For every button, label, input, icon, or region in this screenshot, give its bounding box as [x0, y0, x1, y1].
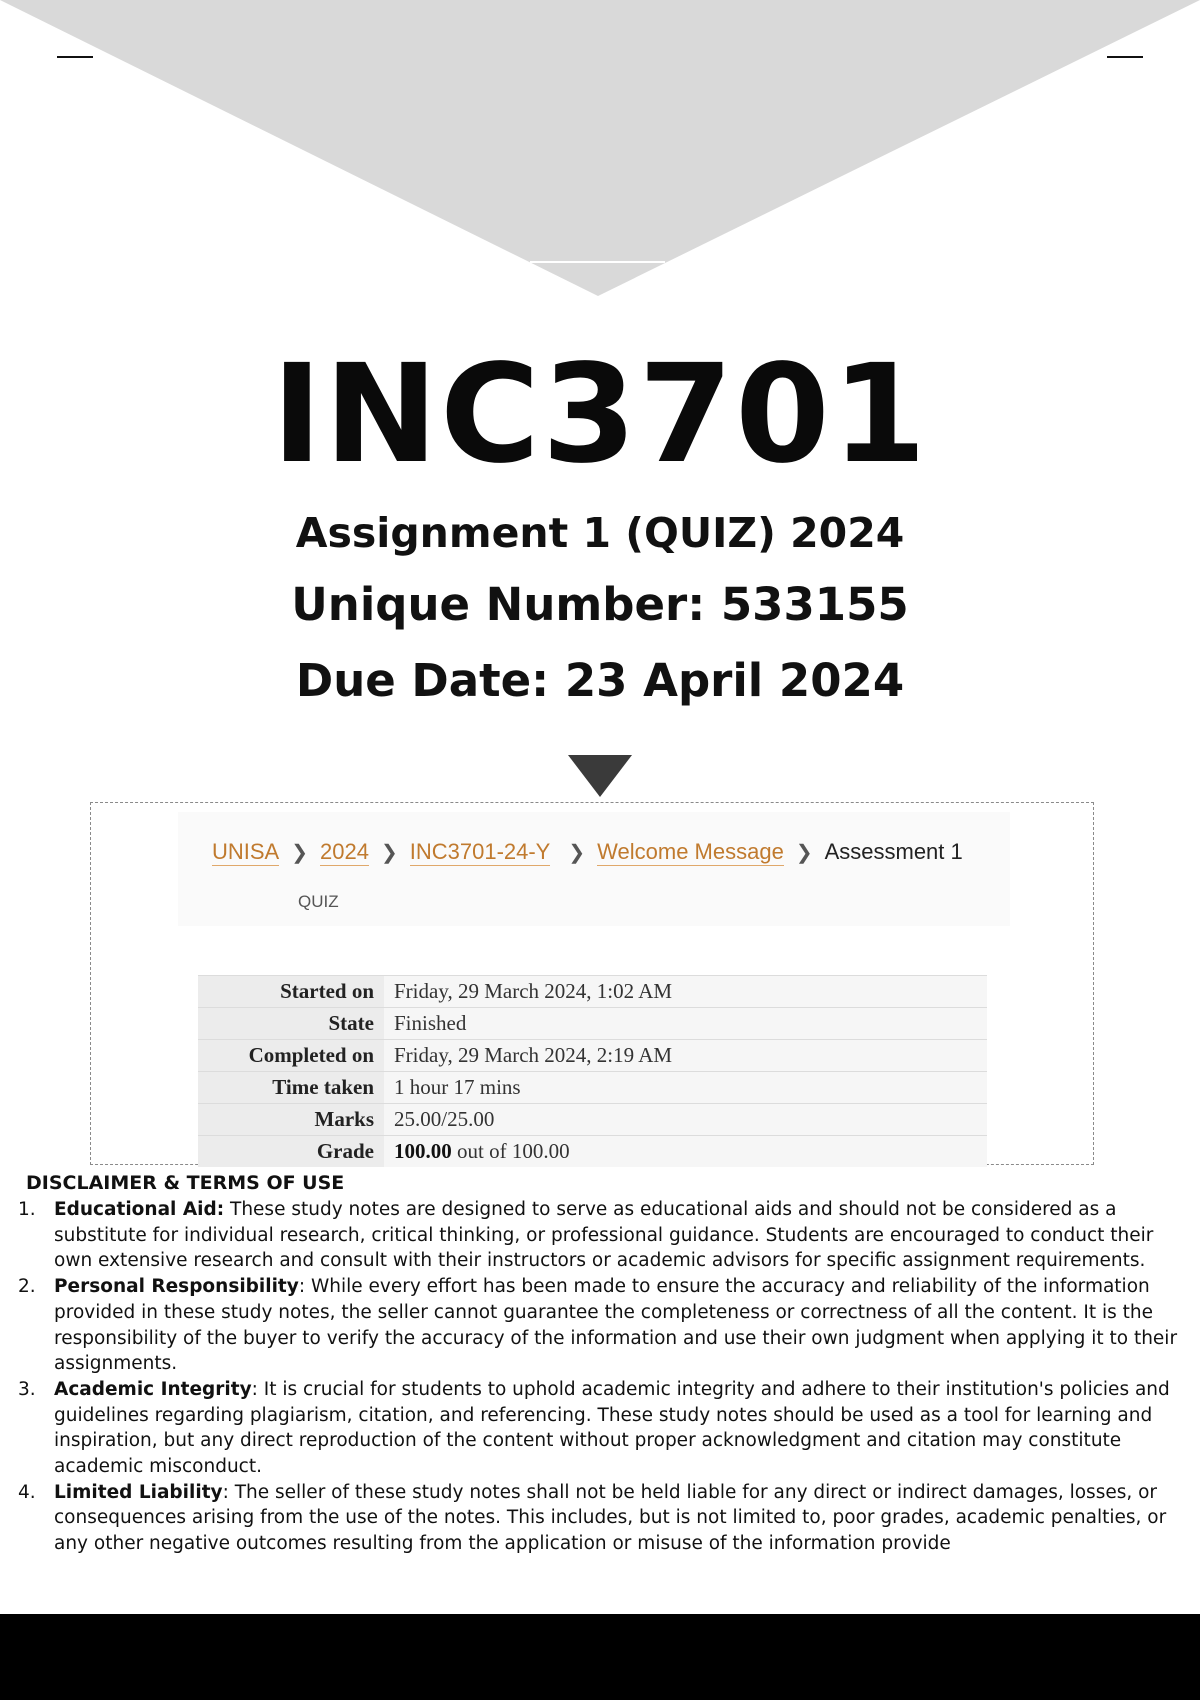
list-item — [16, 1274, 1186, 1377]
breadcrumb — [212, 836, 963, 868]
quiz-summary-table — [198, 975, 987, 1167]
due-date: Due Date: 23 April 2024 — [295, 654, 905, 707]
list-item — [16, 1197, 1186, 1274]
row-value: 1 hour 17 mins — [384, 1072, 987, 1104]
term-text: : The seller of these study notes shall not be held liable for any direct or indirect damages, losses, or consequences arising from the use of the notes. This includes, but is not limited to, poor grades, academic penalties, or any other negative outcomes resulting from the application or misuse of the information provide — [54, 1481, 1167, 1555]
list-item — [16, 1480, 1186, 1557]
chevron-right-icon: ❯ — [380, 841, 398, 864]
term-title: Personal Responsibility — [54, 1276, 299, 1298]
chevron-right-icon: ❯ — [291, 841, 309, 864]
grade-suffix: out of 100.00 — [457, 1139, 570, 1163]
term-text: These study notes are designed to serve as educational aids and should not be considered as a substitute for individual research, critical thinking, or professional guidance. Students are encouraged to conduct their own extensive research and consult with their instructors or academic advisors for specific assignment requirements. — [54, 1199, 1154, 1272]
chevron-right-icon: ❯ — [795, 841, 813, 864]
term-title: Academic Integrity — [54, 1378, 252, 1400]
assignment-title: Assignment 1 (QUIZ) 2024 — [295, 509, 905, 557]
table-row — [198, 1136, 987, 1168]
row-label: Started on — [198, 976, 384, 1008]
term-number: 4. — [18, 1481, 36, 1503]
row-label: State — [198, 1008, 384, 1040]
disclaimer-title: DISCLAIMER & TERMS OF USE — [26, 1172, 345, 1194]
table-row — [198, 1072, 987, 1104]
table-row — [198, 1104, 987, 1136]
row-value: Finished — [384, 1008, 987, 1040]
quiz-label: QUIZ — [298, 892, 339, 911]
breadcrumb-current: Assessment 1 — [824, 839, 963, 864]
breadcrumb-link-course[interactable]: INC3701-24-Y — [409, 838, 551, 864]
chevron-right-icon: ❯ — [568, 841, 586, 864]
table-row — [198, 976, 987, 1008]
corner-rule-right — [1107, 56, 1143, 58]
unique-number: Unique Number: 533155 — [291, 578, 909, 631]
term-title: Educational Aid: — [54, 1199, 225, 1220]
list-item — [16, 1377, 1186, 1480]
footer-bar — [0, 1614, 1200, 1700]
row-label: Grade — [198, 1136, 384, 1168]
breadcrumb-link-welcome[interactable]: Welcome Message — [597, 838, 784, 864]
chevron-banner — [0, 0, 1200, 300]
table-row — [198, 1040, 987, 1072]
corner-rule-left — [57, 56, 93, 58]
breadcrumb-link-unisa[interactable]: UNISA — [212, 838, 280, 864]
grade-score: 100.00 — [394, 1139, 452, 1163]
row-value: Friday, 29 March 2024, 1:02 AM — [384, 976, 987, 1008]
row-value: Friday, 29 March 2024, 2:19 AM — [384, 1040, 987, 1072]
course-code-heading: INC3701 — [271, 336, 929, 494]
term-number: 3. — [18, 1378, 36, 1400]
term-text: : While every effort has been made to ensure the accuracy and reliability of the information provided in these study notes, the seller cannot guarantee the completeness or correctness of all the content. It is the responsibility of the buyer to verify the accuracy of the information and use their own judgment when applying it to their assignments. — [54, 1276, 1178, 1375]
row-label: Time taken — [198, 1072, 384, 1104]
breadcrumb-link-year[interactable]: 2024 — [320, 838, 369, 864]
term-number: 1. — [18, 1199, 36, 1220]
down-triangle-icon — [568, 755, 632, 797]
term-number: 2. — [18, 1276, 36, 1298]
term-title: Limited Liability — [54, 1481, 223, 1503]
row-label: Completed on — [198, 1040, 384, 1072]
terms-list — [16, 1197, 1186, 1557]
grade-value — [384, 1136, 987, 1168]
row-value: 25.00/25.00 — [384, 1104, 987, 1136]
table-row — [198, 1008, 987, 1040]
row-label: Marks — [198, 1104, 384, 1136]
term-text: : It is crucial for students to uphold academic integrity and adhere to their institution's policies and guidelines regarding plagiarism, citation, and referencing. These study notes should be used as a tool for learning and inspiration, but any direct reproduction of the content without proper acknowledgment and citation may constitute academic misconduct. — [54, 1378, 1170, 1478]
